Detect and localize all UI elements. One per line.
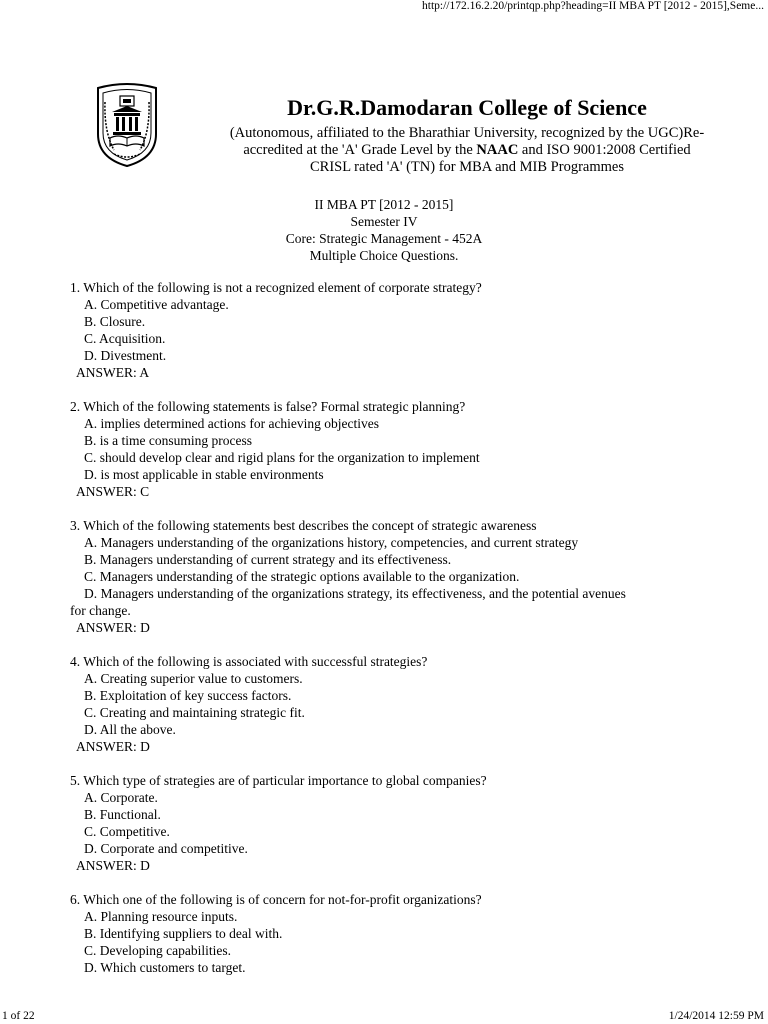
print-url-header: http://172.16.2.20/printqp.php?heading=II MBA PT [2012 - 2015],Seme...: [422, 0, 764, 12]
question-item: [70, 279, 728, 381]
question-list: [70, 279, 728, 993]
question-item: [70, 772, 728, 874]
naac-text: NAAC: [476, 142, 519, 158]
option-c: C. Creating and maintaining strategic fit.: [84, 705, 305, 720]
answer: ANSWER: D: [76, 620, 150, 635]
answer: ANSWER: A: [76, 365, 150, 380]
college-accreditation-line: accredited at the 'A' Grade Level by the NAAC and ISO 9001:2008 Certified: [243, 142, 691, 158]
question-item: [70, 891, 728, 976]
course-batch: II MBA PT [2012 - 2015]: [314, 197, 454, 212]
answer: ANSWER: D: [76, 739, 150, 754]
question-item: [70, 398, 728, 500]
option-c: C. should develop clear and rigid plans for the organization to implement: [84, 450, 480, 465]
course-type: Multiple Choice Questions.: [309, 248, 459, 263]
option-b: B. is a time consuming process: [84, 433, 252, 448]
question-text: 4. Which of the following is associated with successful strategies?: [70, 654, 428, 669]
option-c: C. Acquisition.: [84, 331, 166, 346]
college-crest-logo: [92, 82, 162, 168]
college-name: Dr.G.R.Damodaran College of Science: [287, 95, 647, 120]
option-d: D. is most applicable in stable environments: [84, 467, 324, 482]
option-d-continuation: for change.: [70, 603, 131, 618]
option-b: B. Managers understanding of current strategy and its effectiveness.: [84, 552, 452, 567]
page-counter: 1 of 22: [2, 1010, 35, 1022]
option-d: D. Divestment.: [84, 348, 167, 363]
question-text: 6. Which one of the following is of concern for not-for-profit organizations?: [70, 892, 482, 907]
option-d: D. Which customers to target.: [84, 960, 246, 975]
option-b: B. Closure.: [84, 314, 146, 329]
answer: ANSWER: C: [76, 484, 150, 499]
option-a: A. implies determined actions for achieving objectives: [84, 416, 380, 431]
print-datetime: 1/24/2014 12:59 PM: [668, 1010, 764, 1022]
question-item: [70, 653, 728, 755]
question-text: 2. Which of the following statements is false? Formal strategic planning?: [70, 399, 466, 414]
question-text: 3. Which of the following statements best describes the concept of strategic awareness: [70, 518, 537, 533]
course-semester: Semester IV: [350, 214, 418, 229]
option-d: D. Managers understanding of the organizations strategy, its effectiveness, and the potential avenues: [84, 586, 626, 601]
option-d: D. All the above.: [84, 722, 176, 737]
option-b: B. Functional.: [84, 807, 161, 822]
question-item: [70, 517, 728, 636]
option-c: C. Developing capabilities.: [84, 943, 231, 958]
college-crisl-line: CRISL rated 'A' (TN) for MBA and MIB Programmes: [310, 159, 624, 175]
option-a: A. Corporate.: [84, 790, 158, 805]
question-text: 1. Which of the following is not a recognized element of corporate strategy?: [70, 280, 482, 295]
option-b: B. Identifying suppliers to deal with.: [84, 926, 283, 941]
course-subject: Core: Strategic Management - 452A: [285, 231, 483, 246]
option-a: A. Competitive advantage.: [84, 297, 229, 312]
college-affiliation-line: (Autonomous, affiliated to the Bharathiar University, recognized by the UGC)Re-: [229, 125, 705, 141]
option-d: D. Corporate and competitive.: [84, 841, 248, 856]
course-info: [0, 196, 768, 264]
option-a: A. Managers understanding of the organizations history, competencies, and current strategy: [84, 535, 579, 550]
option-c: C. Competitive.: [84, 824, 170, 839]
question-text: 5. Which type of strategies are of particular importance to global companies?: [70, 773, 487, 788]
option-c: C. Managers understanding of the strategic options available to the organization.: [84, 569, 520, 584]
option-b: B. Exploitation of key success factors.: [84, 688, 292, 703]
answer: ANSWER: D: [76, 858, 150, 873]
option-a: A. Creating superior value to customers.: [84, 671, 303, 686]
option-a: A. Planning resource inputs.: [84, 909, 238, 924]
